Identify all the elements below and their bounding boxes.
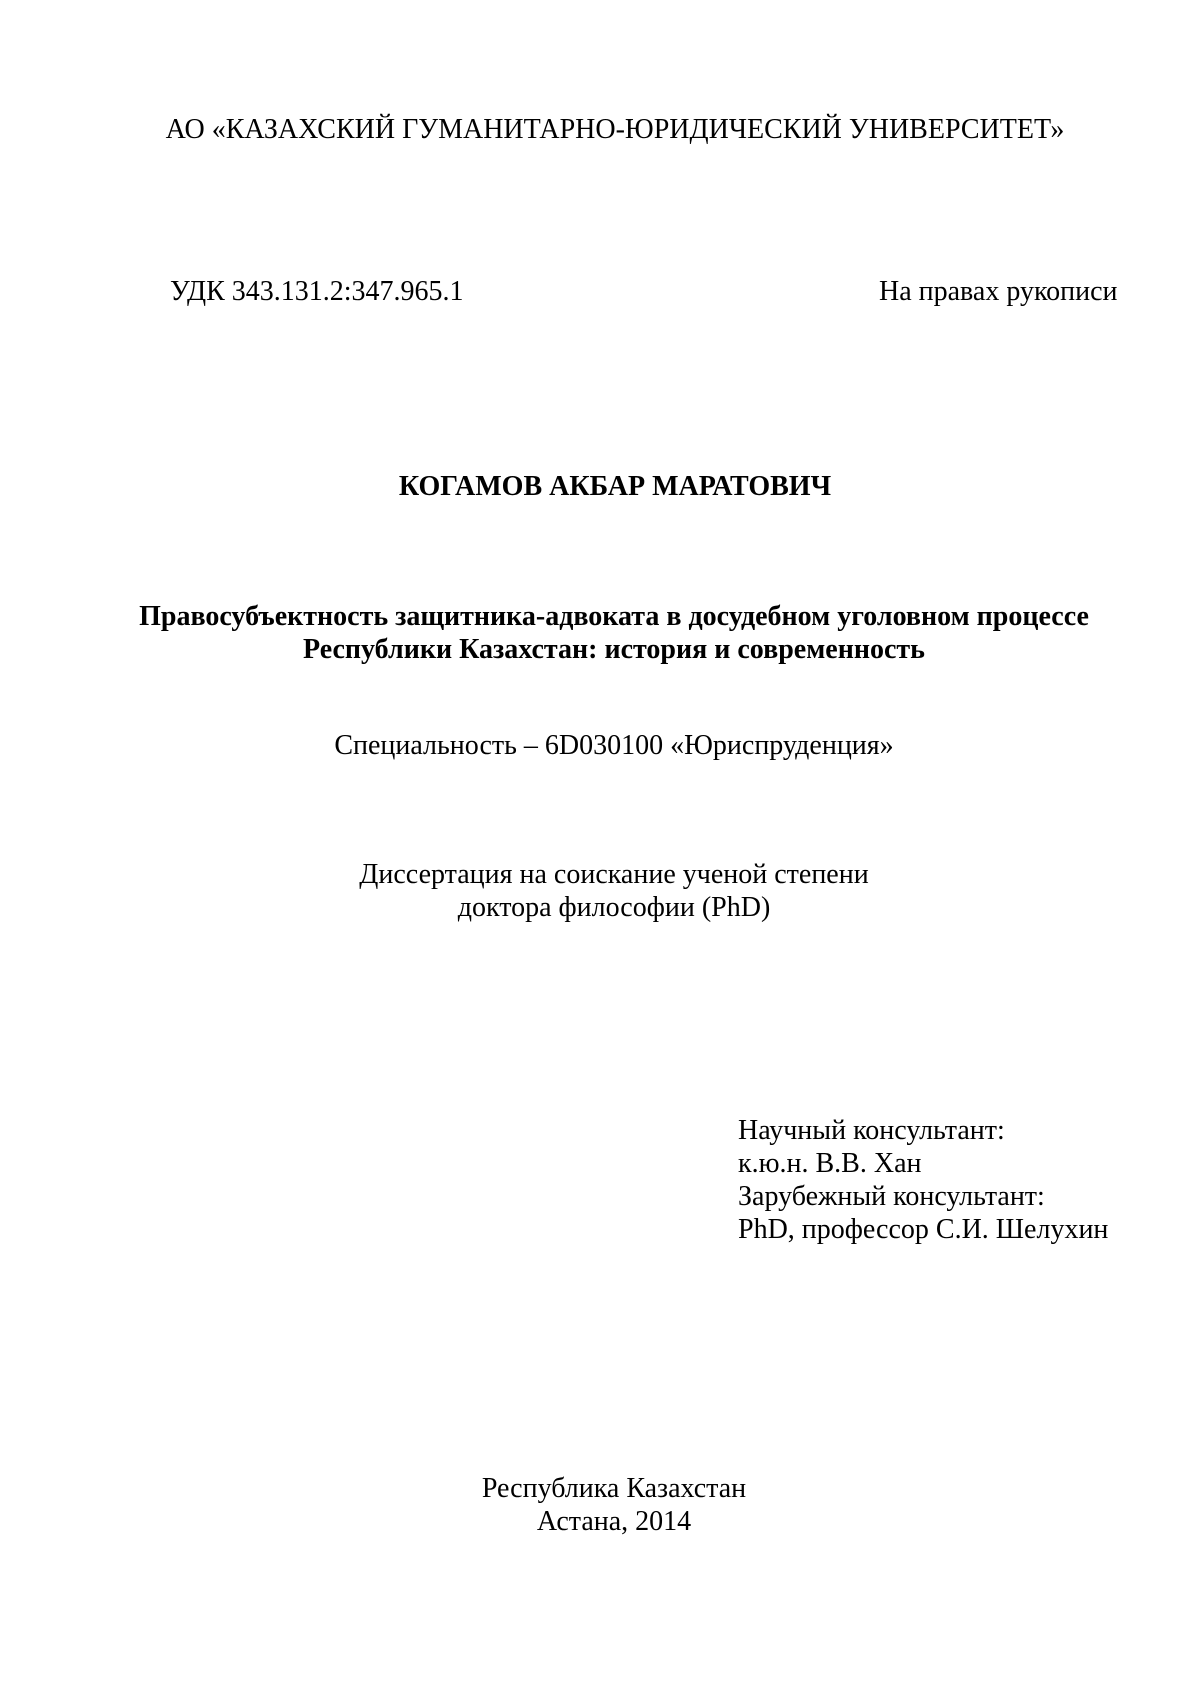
degree-line-1: Диссертация на соискание ученой степени [359,859,869,890]
consultants-block [738,1114,1108,1246]
scientific-consultant-name: к.ю.н. В.В. Хан [738,1148,922,1179]
dissertation-title-line-2: Республики Казахстан: история и современность [302,634,925,665]
dissertation-title-line-1: Правосубъектность защитника-адвоката в досудебном уголовном процессе [139,601,1089,632]
foreign-consultant-label: Зарубежный консультант: [738,1181,1045,1212]
university-name: АО «КАЗАХСКИЙ ГУМАНИТАРНО-ЮРИДИЧЕСКИЙ УНИВЕРСИТЕТ» [165,114,1065,145]
scientific-consultant-label: Научный консультант: [738,1115,1005,1146]
degree-line-2: доктора философии (PhD) [457,892,771,923]
city-year: Астана, 2014 [536,1506,692,1537]
manuscript-rights: На правах рукописи [879,276,1118,307]
country: Республика Казахстан [481,1473,747,1504]
udk-code: УДК 343.131.2:347.965.1 [170,276,464,307]
foreign-consultant-name: PhD, профессор С.И. Шелухин [738,1214,1109,1245]
author-name: КОГАМОВ АКБАР МАРАТОВИЧ [398,471,832,502]
specialty: Специальность – 6D030100 «Юриспруденция» [334,730,894,761]
